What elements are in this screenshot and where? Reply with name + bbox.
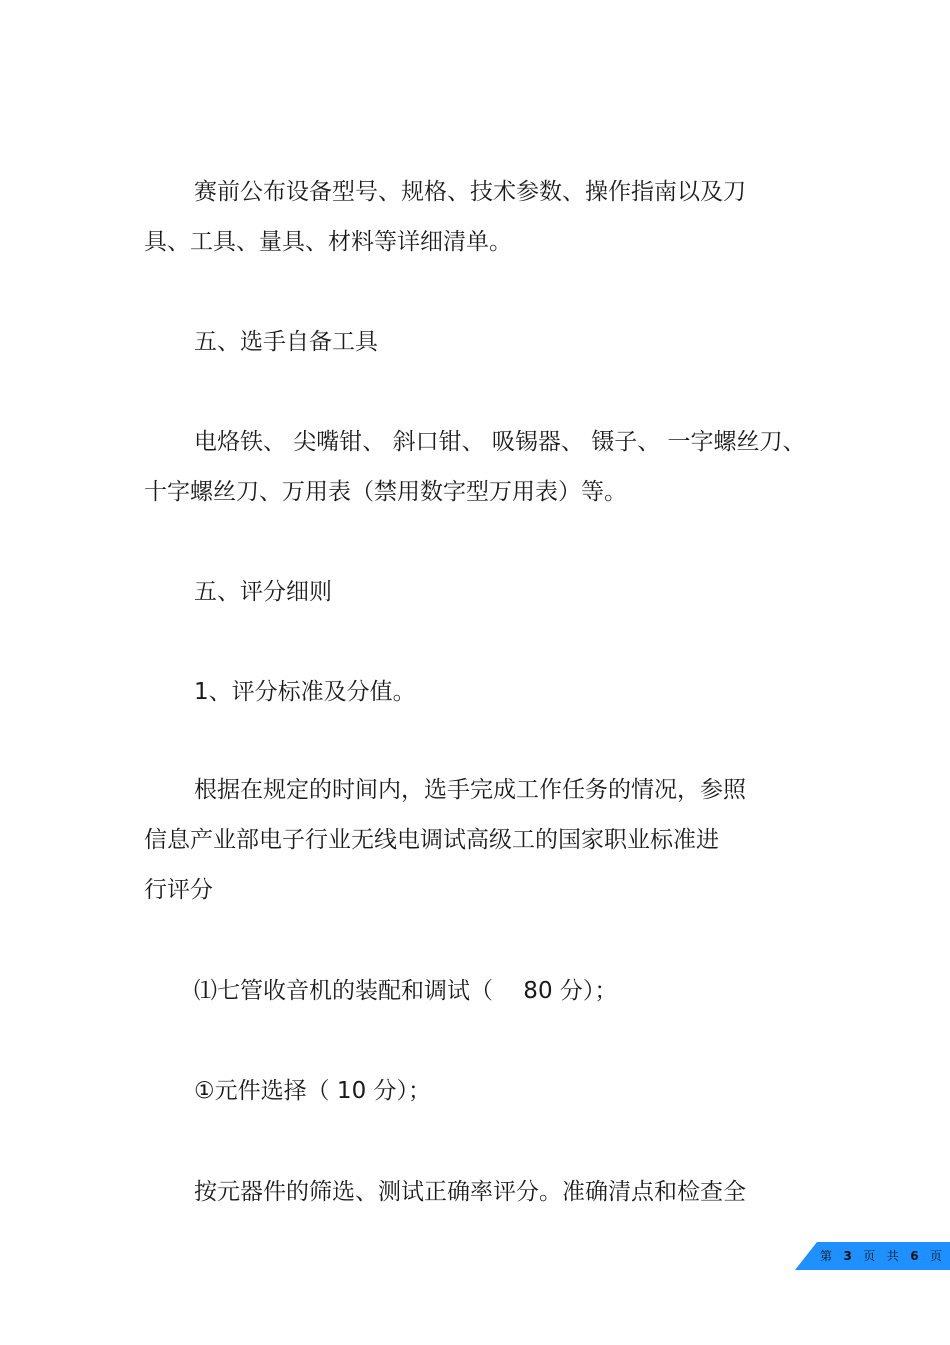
page-number-label <box>820 1242 950 1270</box>
page-label-gong: 共 <box>886 1249 899 1263</box>
paragraph-line: 电烙铁、 尖嘴钳、 斜口钳、 吸锡器、 镊子、 一字螺丝刀、 <box>194 429 806 455</box>
paragraph-line: 具、工具、量具、材料等详细清单。 <box>144 229 512 255</box>
paragraph-line: 按元器件的筛选、测试正确率评分。准确清点和检查全 <box>194 1179 746 1205</box>
current-page-number: 3 <box>843 1249 852 1263</box>
paragraph-line: 信息产业部电子行业无线电调试高级工的国家职业标准进 <box>144 827 719 853</box>
subsection-heading: 1、评分标准及分值。 <box>194 679 416 705</box>
page-label-di: 第 <box>820 1249 833 1263</box>
section-heading: 五、评分细则 <box>194 579 332 605</box>
section-heading: 五、选手自备工具 <box>194 329 378 355</box>
list-item: ⑴七管收音机的装配和调试（ 80 分）； <box>194 978 618 1004</box>
list-item: ①元件选择（ 10 分）； <box>194 1078 432 1104</box>
paragraph-line: 根据在规定的时间内，选手完成工作任务的情况，参照 <box>194 777 746 803</box>
page-label-ye: 页 <box>863 1249 876 1263</box>
page-label-ye-2: 页 <box>930 1249 943 1263</box>
paragraph-line: 十字螺丝刀、万用表（禁用数字型万用表）等。 <box>144 479 627 505</box>
paragraph-line: 行评分 <box>144 877 213 903</box>
total-page-number: 6 <box>910 1249 919 1263</box>
paragraph-line: 赛前公布设备型号、规格、技术参数、操作指南以及刀 <box>194 179 746 205</box>
